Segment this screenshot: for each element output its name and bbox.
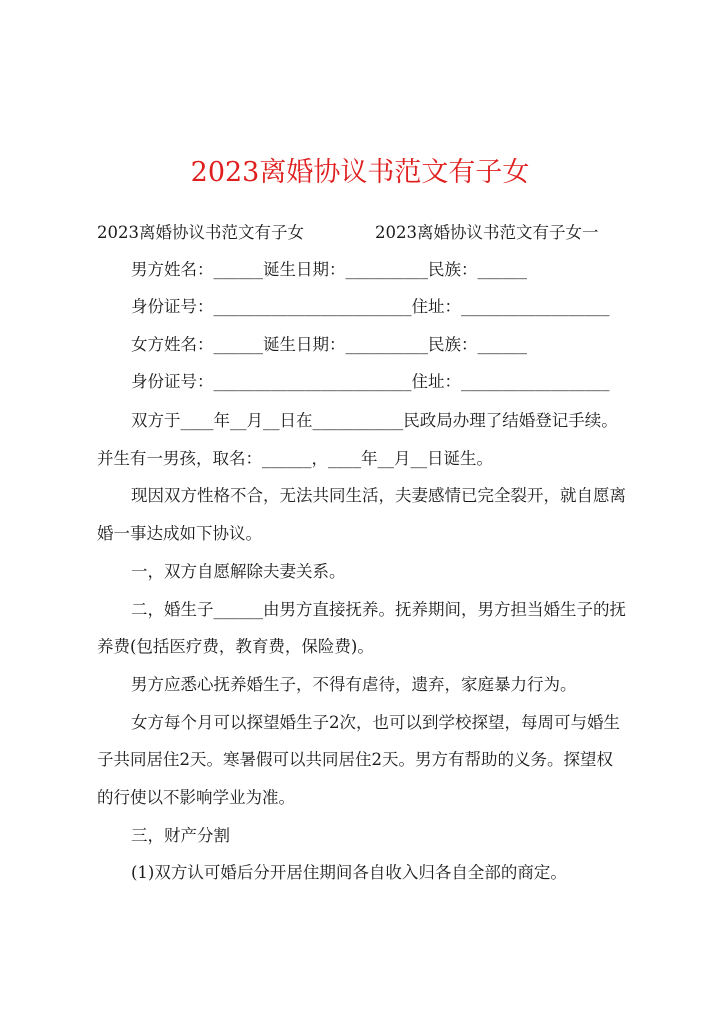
paragraph-line: 婚一事达成如下协议。 [97, 524, 262, 543]
paragraph-line: 子共同居住2天。寒暑假可以共同居住2天。男方有帮助的义务。探望权 [97, 750, 613, 769]
paragraph-line: 并生有一男孩，取名：______，____年__月__日诞生。 [97, 449, 493, 468]
husband-info-line: 男方姓名：______诞生日期：__________民族：______ [131, 260, 527, 279]
clause-two-line: 二，婚生子______由男方直接抚养。抚养期间，男方担当婚生子的抚 [131, 600, 626, 619]
subtitle-left: 2023离婚协议书范文有子女 [97, 223, 304, 242]
paragraph-line: 双方于____年__月__日在___________民政局办理了结婚登记手续。 [131, 411, 618, 430]
clause-two-line: 养费(包括医疗费，教育费，保险费)。 [97, 637, 374, 656]
paragraph-line: 现因双方性格不合，无法共同生活，夫妻感情已完全裂开，就自愿离 [131, 486, 626, 505]
wife-id-line: 身份证号：________________________住址：__________________ [131, 372, 610, 391]
clause-three-heading: 三，财产分割 [131, 826, 230, 845]
clause-one: 一，双方自愿解除夫妻关系。 [131, 562, 346, 581]
clause-three-item-1: (1)双方认可婚后分开居住期间各自收入归各自全部的商定。 [131, 863, 567, 882]
paragraph-line: 的行使以不影响学业为准。 [97, 788, 295, 807]
paragraph-line: 女方每个月可以探望婚生子2次，也可以到学校探望，每周可与婚生 [131, 713, 620, 732]
subtitle-right: 2023离婚协议书范文有子女一 [375, 223, 599, 242]
document-title: 2023离婚协议书范文有子女 [190, 157, 530, 188]
paragraph-line: 男方应悉心抚养婚生子，不得有虐待，遗弃，家庭暴力行为。 [131, 675, 577, 694]
husband-id-line: 身份证号：________________________住址：__________________ [131, 297, 610, 316]
wife-info-line: 女方姓名：______诞生日期：__________民族：______ [131, 335, 527, 354]
